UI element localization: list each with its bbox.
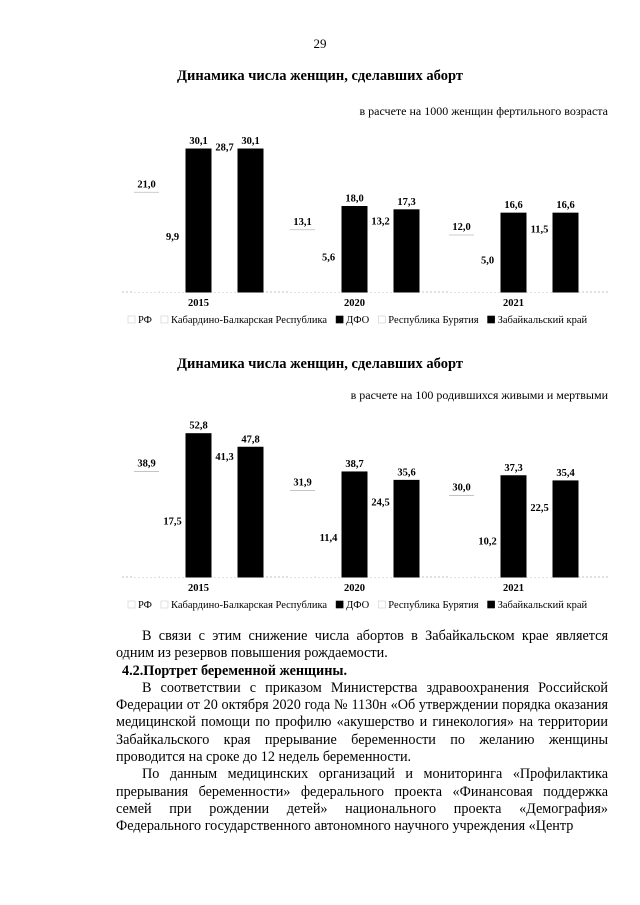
legend-swatch-0 [128,601,135,608]
bar-0-2 [449,235,474,292]
data-label-4-2: 16,6 [556,200,575,212]
legend-label-2: ДФО [346,600,370,611]
legend-swatch-1 [161,316,168,323]
data-label-1-2: 10,2 [478,536,497,548]
bar-4-2 [553,213,578,292]
category-label-1: 2020 [344,583,365,594]
bar-4-0 [238,149,263,292]
data-label-0-0: 21,0 [137,179,156,191]
legend-label-3: Республика Бурятия [388,600,479,611]
bar-0-0 [134,471,159,577]
legend-swatch-1 [161,601,168,608]
legend-label-2: ДФО [346,315,370,326]
data-label-0-2: 12,0 [452,222,471,233]
data-label-2-1: 38,7 [345,458,364,470]
legend-label-0: РФ [138,600,152,611]
bar-2-0 [186,149,211,292]
data-label-0-0: 38,9 [137,458,156,470]
legend-swatch-2 [336,316,343,323]
legend-swatch-4 [488,316,495,323]
legend-label-4: Забайкальский край [497,600,588,611]
data-label-3-2: 22,5 [530,502,549,514]
legend-swatch-0 [128,316,135,323]
data-label-1-1: 5,6 [321,252,336,264]
bar-3-2 [527,237,552,292]
category-label-2: 2021 [503,583,524,594]
bar-4-2 [553,481,578,577]
bar-1-0 [160,245,185,292]
data-label-4-2: 35,4 [556,467,575,479]
chart-2-subtitle: в расчете на 100 родившихся живыми и мертвыми [350,388,608,402]
bar-1-1 [316,265,341,292]
data-label-3-0: 28,7 [215,142,234,154]
bar-3-2 [527,516,552,577]
bar-1-0 [160,530,185,578]
bar-3-1 [368,229,393,292]
chart-1-title: Динамика числа женщин, сделавших аборт [177,68,463,84]
category-label-0: 2015 [188,298,209,309]
data-label-0-1: 13,1 [293,216,312,228]
data-label-4-0: 30,1 [241,136,260,148]
chart-2-title: Динамика числа женщин, сделавших аборт [177,356,463,372]
bar-1-2 [475,268,500,292]
data-label-2-2: 37,3 [504,462,523,474]
legend-swatch-4 [488,601,495,608]
data-label-4-1: 35,6 [397,467,416,479]
bar-2-2 [501,476,526,577]
chart-1-subtitle: в расчете на 1000 женщин фертильного возраста [359,104,608,118]
chart-1 [0,120,640,330]
data-label-2-0: 52,8 [189,420,208,432]
legend-label-4: Забайкальский край [497,315,588,326]
data-label-2-0: 30,1 [189,136,208,148]
legend-swatch-3 [378,601,385,608]
bar-4-1 [394,210,419,292]
bar-0-0 [134,192,159,292]
chart-2 [0,405,640,615]
legend-label-1: Кабардино-Балкарская Республика [170,600,328,611]
data-label-0-1: 31,9 [293,477,312,489]
legend-swatch-3 [378,316,385,323]
data-label-3-1: 24,5 [371,497,390,509]
bar-1-2 [475,549,500,577]
data-label-2-1: 18,0 [345,193,364,205]
bar-0-2 [449,496,474,577]
bar-0-1 [290,230,315,292]
data-label-3-2: 11,5 [530,224,549,236]
bar-2-1 [342,472,367,577]
paragraph-3: По данным медицинских организаций и мониторинга «Профилактика прерывания беременности» федерального проекта «Финансовая поддержка семей при рождении детей» национального проекта «Демография» Федерального государственного автономного научного учреждения «Центр [116,766,608,835]
bar-2-1 [342,207,367,293]
data-label-0-2: 30,0 [452,482,471,494]
paragraph-2: В соответствии с приказом Министерства здравоохранения Российской Федерации от 20 октября 2020 года № 1130н «Об утверждении порядка оказания медицинской помощи по профилю «акушерство и гинекология» на территории Забайкальского края прерывание беременности по желанию женщины проводится на сроке до 12 недель беременности. [116,679,608,766]
bar-2-2 [501,213,526,292]
bar-2-0 [186,434,211,577]
data-label-3-1: 13,2 [371,216,390,228]
data-label-4-0: 47,8 [241,434,260,446]
bar-3-1 [368,511,393,578]
bar-3-0 [212,465,237,577]
paragraph-1: В связи с этим снижение числа абортов в Забайкальском крае является одним из резервов повышения рождаемости. [116,628,608,662]
category-label-2: 2021 [503,298,524,309]
legend-label-3: Республика Бурятия [388,315,479,326]
data-label-4-1: 17,3 [397,196,416,208]
data-label-1-1: 11,4 [319,533,338,545]
legend-swatch-2 [336,601,343,608]
data-label-1-0: 9,9 [165,231,180,243]
bar-0-1 [290,490,315,577]
page-number: 29 [313,36,327,51]
legend-label-1: Кабардино-Балкарская Республика [170,315,328,326]
data-label-1-0: 17,5 [163,516,182,528]
data-label-1-2: 5,0 [480,255,495,267]
section-heading: 4.2.Портрет беременной женщины. [122,662,347,679]
data-label-2-2: 16,6 [504,200,523,212]
data-label-3-0: 41,3 [215,451,234,463]
category-label-1: 2020 [344,298,365,309]
body-text [116,628,608,836]
category-label-0: 2015 [188,583,209,594]
bar-4-1 [394,480,419,577]
legend-label-0: РФ [138,315,152,326]
bar-1-1 [316,546,341,577]
bar-4-0 [238,447,263,577]
bar-3-0 [212,156,237,292]
